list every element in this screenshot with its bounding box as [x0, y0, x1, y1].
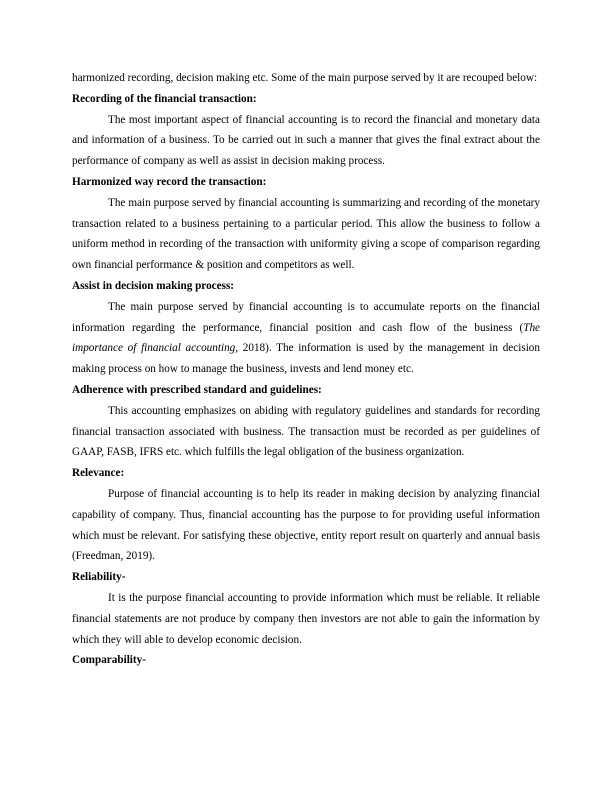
section-paragraph: The most important aspect of financial accounting is to record the financial and monetary data and information of a business. To be carried out in such a manner that gives the final extract about the performance of company as well as assist in decision making process. [72, 113, 540, 168]
section-paragraph: This accounting emphasizes on abiding with regulatory guidelines and standards for recording financial transaction associated with business. The transaction must be recorded as per guidelines of GAAP, FASB, IFRS etc. which fulfills the legal obligation of the business organization. [72, 404, 540, 459]
section-harmonized [72, 172, 540, 276]
section-paragraph: The main purpose served by financial accounting is summarizing and recording of the monetary transaction related to a business pertaining to a particular period. This allow the business to follow a uniform method in recording of the transaction with uniformity giving a scope of comparison regarding own financial performance & position and competitors as well. [72, 196, 540, 272]
section-comparability [72, 650, 540, 671]
section-heading: Adherence with prescribed standard and guidelines: [72, 383, 322, 396]
section-heading: Assist in decision making process: [72, 279, 235, 292]
section-adherence [72, 380, 540, 463]
section-relevance [72, 463, 540, 567]
section-paragraph [72, 297, 540, 380]
section-decision-making [72, 276, 540, 380]
section-recording [72, 89, 540, 172]
section-heading: Reliability- [72, 571, 126, 584]
section-heading: Comparability- [72, 654, 146, 667]
section-paragraph: Purpose of financial accounting is to help its reader in making decision by analyzing financial capability of company. Thus, financial accounting has the purpose to for providing useful information which must be relevant. For satisfying these objective, entity report result on quarterly and annual basis (Freedman, 2019). [72, 487, 540, 563]
section-heading: Harmonized way record the transaction: [72, 175, 267, 188]
section-paragraph: It is the purpose financial accounting to provide information which must be reliable. It reliable financial statements are not produce by company then investors are not able to gain the information by which they will able to develop economic decision. [72, 591, 540, 646]
citation-title: The importance of financial accounting, [72, 321, 540, 355]
paragraph-text: 2018). The information is used by the management in decision making process on how to manage the business, invests and lend money etc. [72, 342, 540, 376]
section-reliability [72, 567, 540, 650]
intro-paragraph: harmonized recording, decision making etc. Some of the main purpose served by it are recouped below: [72, 72, 538, 84]
section-heading: Recording of the financial transaction: [72, 92, 257, 105]
section-heading: Relevance: [72, 467, 125, 480]
paragraph-text: The main purpose served by financial accounting is to accumulate reports on the financial information regarding the performance, financial position and cash flow of the business ( [72, 300, 540, 334]
